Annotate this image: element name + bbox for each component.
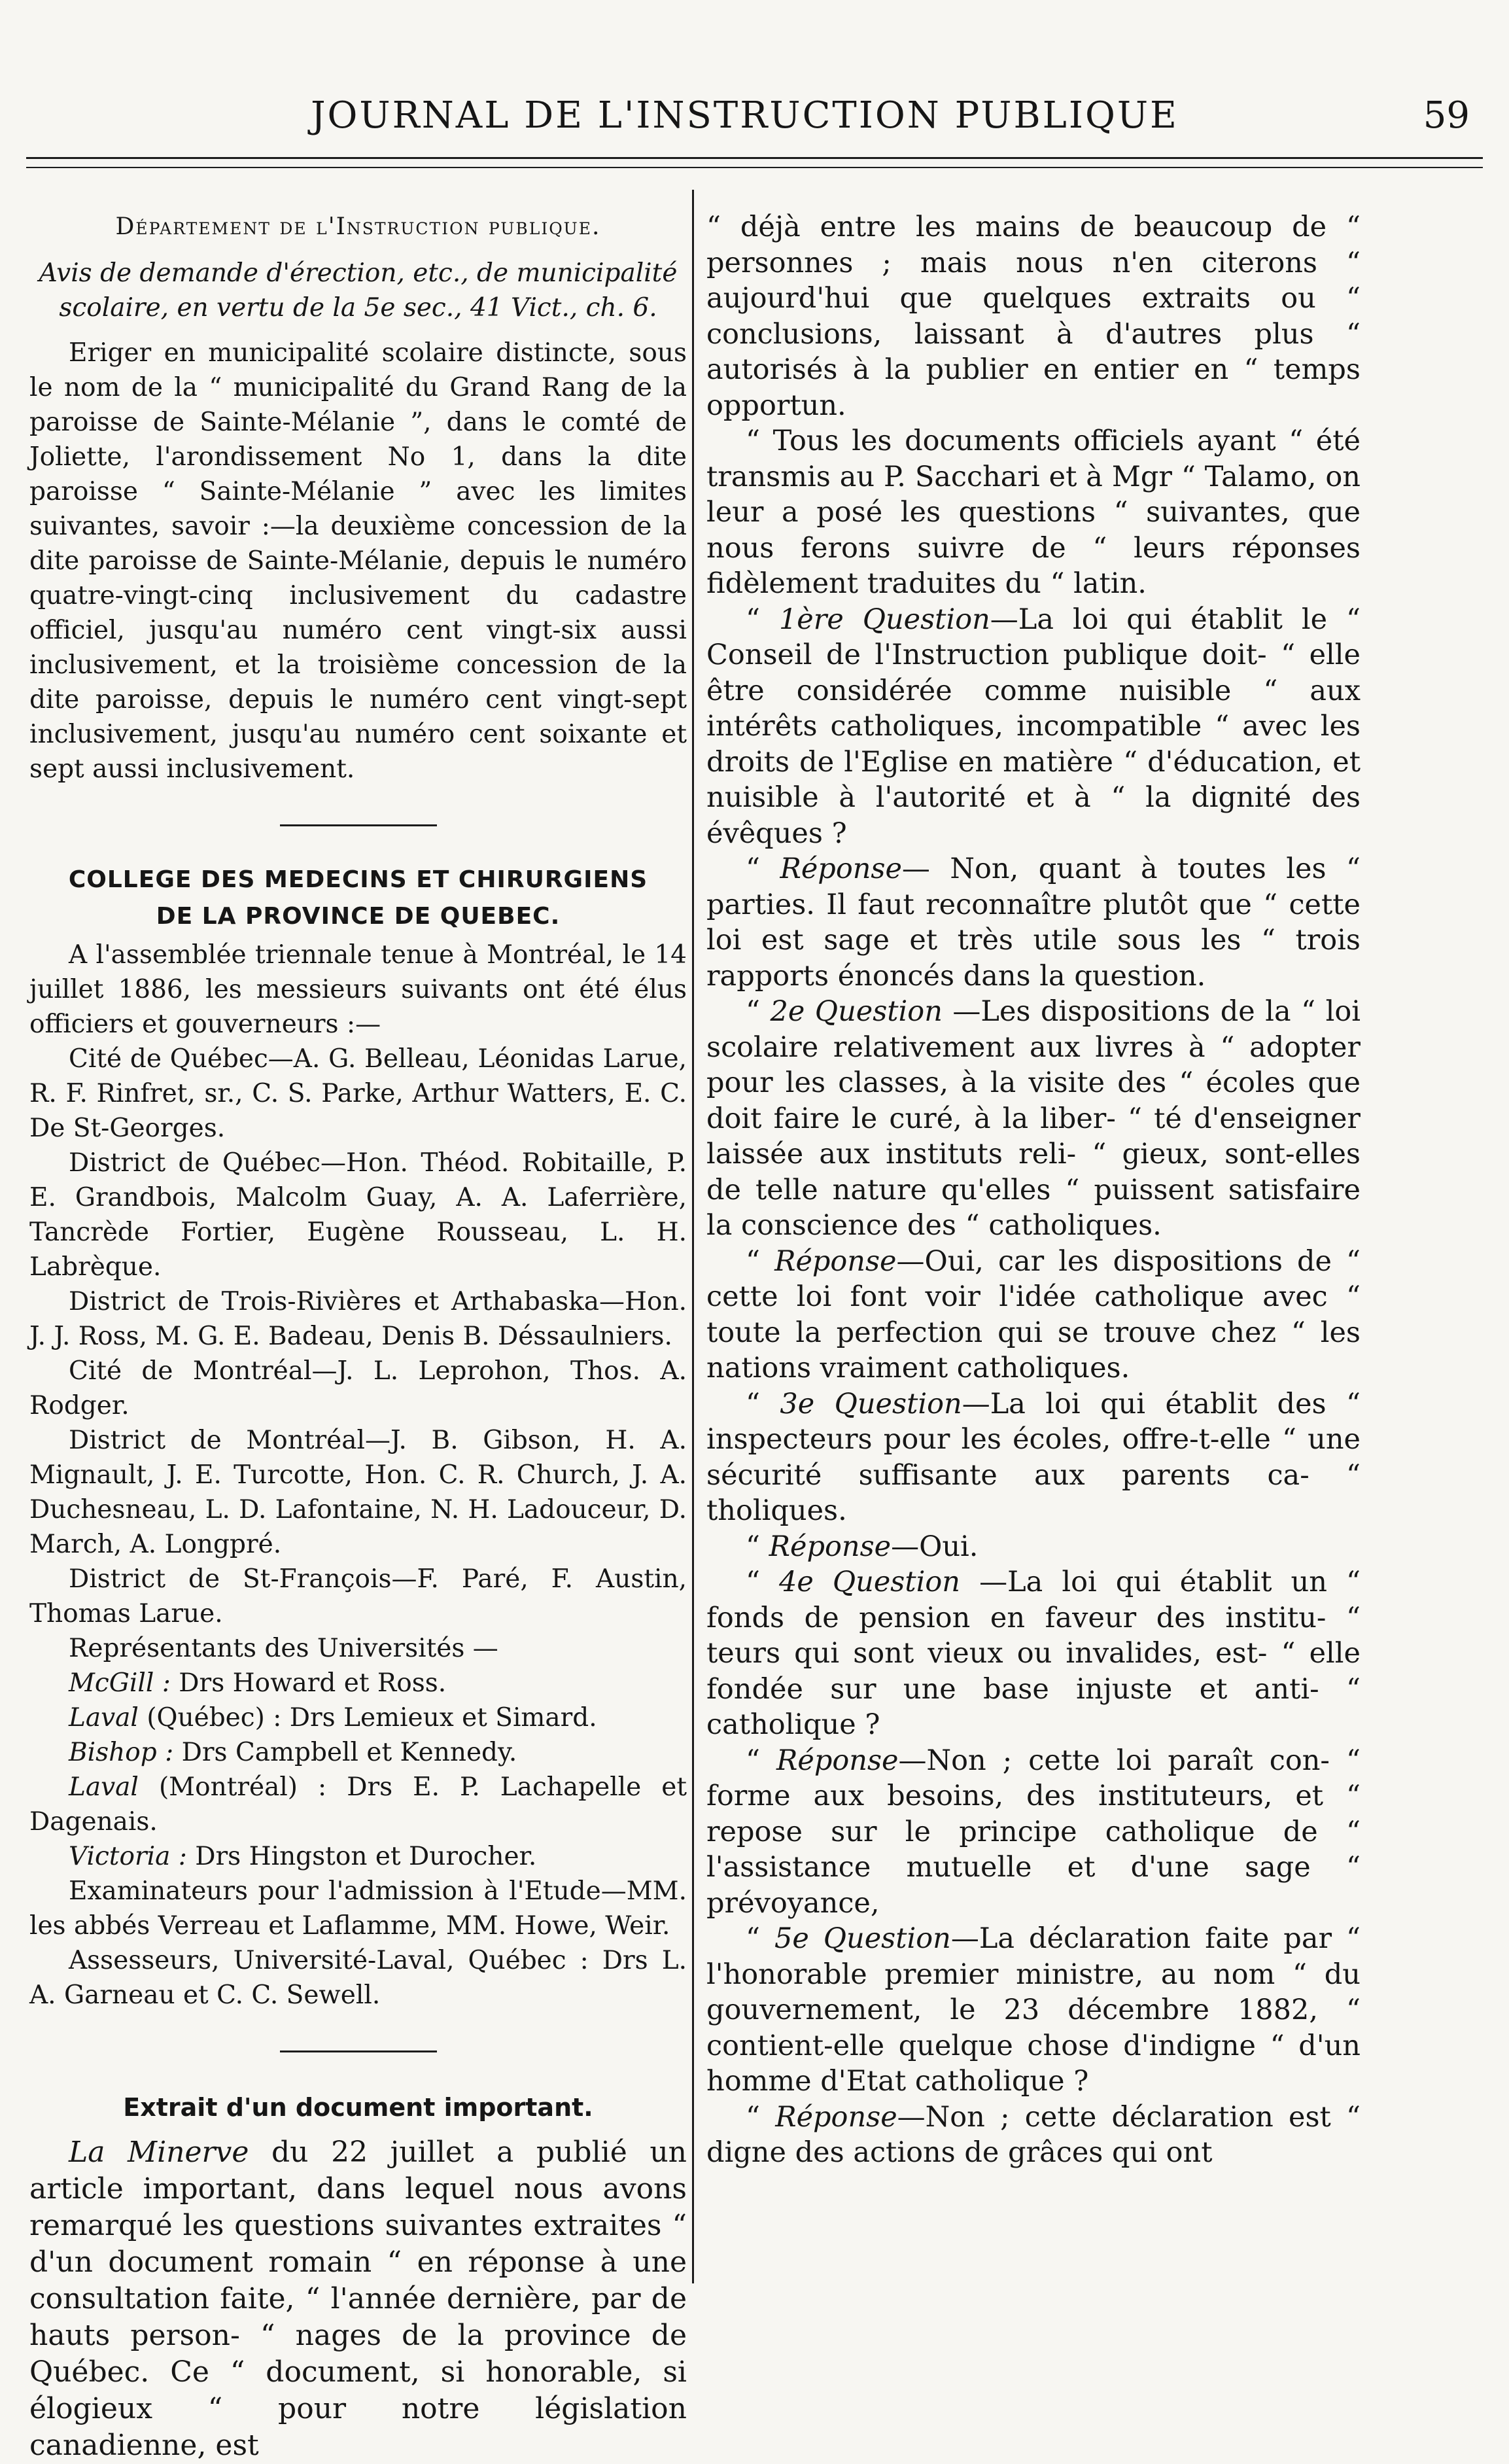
- university-reps: Drs Hingston et Durocher.: [186, 1842, 537, 1871]
- question-4: “ 4e Question —La loi qui établit un “ fonds de pension en faveur des institu- “ teurs qui sont vieux ou invalides, est- “ elle fondée sur une base injuste et anti- “ catholique ?: [706, 1566, 1361, 1741]
- newspaper-name: La Minerve: [69, 2136, 249, 2169]
- officers-district-st-francois: District de St-François—F. Paré, F. Austin, Thomas Larue.: [29, 1564, 687, 1628]
- response-text: —Oui, car les dispositions de “ cette loi font voir l'idée catholique avec “ toute la perfection qui se trouve chez “ les nations vraiment catholiques.: [706, 1244, 1361, 1384]
- response-1: “ Réponse— Non, quant à toutes les “ parties. Il faut reconnaître plutôt que “ cette loi est sage et très utile sous les “ trois rapports énoncés dans la question.: [706, 853, 1361, 993]
- question-label: 4e Question: [779, 1566, 960, 1598]
- question-1: “ 1ère Question—La loi qui établit le “ Conseil de l'Instruction publique doit- “ elle être considérée comme nuisible “ aux intérêts catholiques, incompatible “ avec les droits de l'Eglise en matière “ d'éducation, et nuisible à l'autorité et à “ la dignité des évêques ?: [706, 603, 1361, 850]
- examinateurs: Examinateurs pour l'admission à l'Etude—MM. les abbés Verreau et Laflamme, MM. Howe, Weir.: [29, 1876, 687, 1941]
- officers-district-montreal: District de Montréal—J. B. Gibson, H. A. Mignault, J. E. Turcotte, Hon. C. R. Church, J. A. Duchesneau, L. D. Lafontaine, N. H. Ladouceur, D. March, A. Longpré.: [29, 1426, 687, 1559]
- officers-district-trois-rivieres: District de Trois-Rivières et Arthabaska—Hon. J. J. Ross, M. G. E. Badeau, Denis B. Déssaulniers.: [29, 1287, 687, 1351]
- response-text: —Non ; cette déclaration est “ digne des actions de grâces qui ont: [706, 2100, 1361, 2169]
- response-text: — Non, quant à toutes les “ parties. Il faut reconnaître plutôt que “ cette loi est sage et très utile sous les “ trois rapports énoncés dans la question.: [706, 853, 1361, 993]
- response-label: Réponse: [776, 1744, 899, 1777]
- page-number: 59: [1423, 94, 1470, 137]
- university-laval-montreal: [29, 1770, 687, 1839]
- question-label: 3e Question: [780, 1387, 962, 1420]
- question-text: —Les dispositions de la “ loi scolaire relativement aux livres à “ adopter pour les classes, à la visite des “ écoles que doit faire le curé, à la liber- “ té d'enseigner laissée aux instituts reli- “ gieux, sont-elles de telle nature qu'elles “ puissent satisfaire la conscience des “ catholiques.: [706, 995, 1361, 1242]
- notice-title: Avis de demande d'érection, etc., de municipalité scolaire, en vertu de la 5e sec., 41 Vict., ch. 6.: [39, 258, 678, 323]
- left-column: [29, 209, 687, 2464]
- response-label: Réponse: [769, 1530, 892, 1563]
- section-divider: [280, 2050, 437, 2052]
- university-reps: Drs Howard et Ross.: [170, 1668, 447, 1698]
- question-label: 2e Question: [770, 995, 943, 1028]
- college-heading-line-2: DE LA PROVINCE DE QUEBEC.: [156, 903, 561, 930]
- question-label: 1ère Question: [778, 603, 990, 636]
- quote-paragraph-2: “ Tous les documents officiels ayant “ été transmis au P. Sacchari et à Mgr “ Talamo, on leur a posé les questions “ suivantes, que nous ferons suivre de “ leurs réponses fidèlement traduites du “ latin.: [706, 425, 1361, 600]
- university-reps: Drs Campbell et Kennedy.: [173, 1738, 517, 1767]
- university-name: McGill :: [69, 1668, 171, 1698]
- extract-heading: Extrait d'un document important.: [123, 2093, 593, 2122]
- university-laval-quebec: [29, 1700, 687, 1735]
- college-heading-line-1: COLLEGE DES MEDECINS ET CHIRURGIENS: [68, 866, 648, 893]
- column-divider: [692, 190, 694, 2283]
- question-2: “ 2e Question —Les dispositions de la “ loi scolaire relativement aux livres à “ adopter pour les classes, à la visite des “ écoles que doit faire le curé, à la liber- “ té d'enseigner laissée aux instituts reli- “ gieux, sont-elles de telle nature qu'elles “ puissent satisfaire la conscience des “ catholiques.: [706, 995, 1361, 1242]
- assembly-intro: A l'assemblée triennale tenue à Montréal, le 14 juillet 1886, les messieurs suivants ont été élus officiers et gouverneurs :—: [29, 940, 687, 1039]
- question-label: 5e Question: [774, 1922, 951, 1955]
- officers-cite-montreal: Cité de Montréal—J. L. Leprohon, Thos. A. Rodger.: [29, 1356, 687, 1420]
- question-text: —La loi qui établit un “ fonds de pension en faveur des institu- “ teurs qui sont vieux ou invalides, est- “ elle fondée sur une base injuste et anti- “ catholique ?: [706, 1566, 1361, 1741]
- university-bishop: [29, 1735, 687, 1770]
- university-reps: (Montréal) : Drs E. P. Lachapelle et Dagenais.: [29, 1772, 687, 1837]
- university-name: Laval: [69, 1703, 139, 1733]
- university-mcgill: [29, 1666, 687, 1700]
- response-4: “ Réponse—Non ; cette loi paraît con- “ forme aux besoins, des instituteurs, et “ repose sur le principe catholique de “ l'assistance mutuelle et d'une sage “ prévoyance,: [706, 1744, 1361, 1920]
- section-divider: [280, 824, 437, 826]
- question-5: “ 5e Question—La déclaration faite par “ l'honorable premier ministre, au nom “ du gouvernement, le 23 décembre 1882, “ contient-elle quelque chose d'indigne “ d'un homme d'Etat catholique ?: [706, 1922, 1361, 2098]
- question-text: —La loi qui établit le “ Conseil de l'Instruction publique doit- “ elle être considérée comme nuisible “ aux intérêts catholiques, incompatible “ avec les droits de l'Eglise en matière “ d'éducation, et nuisible à l'autorité et à “ la dignité des évêques ?: [706, 603, 1361, 850]
- right-column: [706, 209, 1361, 2171]
- quote-paragraph-1: “ déjà entre les mains de beaucoup de “ personnes ; mais nous n'en citerons “ aujourd'hui que quelques extraits ou “ conclusions, laissant à d'autres plus “ autorisés à la publier en entier en “ temps opportun.: [706, 211, 1361, 422]
- response-3: “ Réponse—Oui.: [746, 1530, 979, 1563]
- university-victoria: [29, 1839, 687, 1874]
- officers-cite-quebec: Cité de Québec—A. G. Belleau, Léonidas Larue, R. F. Rinfret, sr., C. S. Parke, Arthur Watters, E. C. De St-Georges.: [29, 1044, 687, 1143]
- running-header: [26, 79, 1483, 137]
- header-rule: [26, 157, 1483, 159]
- officers-district-quebec: District de Québec—Hon. Théod. Robitaille, P. E. Grandbois, Malcolm Guay, A. A. Laferrière, Tancrède Fortier, Eugène Rousseau, L. H. Labrèque.: [29, 1148, 687, 1282]
- journal-title: JOURNAL DE L'INSTRUCTION PUBLIQUE: [311, 94, 1179, 137]
- university-name: Victoria :: [69, 1842, 187, 1871]
- erection-paragraph: Eriger en municipalité scolaire distincte, sous le nom de la “ municipalité du Grand Rang de la paroisse de Sainte-Mélanie ”, dans le comté de Joliette, l'arondissement No 1, dans la dite paroisse “ Sainte-Mélanie ” avec les limites suivantes, savoir :—la deuxième concession de la dite paroisse de Sainte-Mélanie, depuis le numéro quatre-vingt-cinq inclusivement du cadastre officiel, jusqu'au numéro cent vingt-six aussi inclusivement, et la troisième concession de la dite paroisse, depuis le numéro cent vingt-sept inclusivement, jusqu'au numéro cent soixante et sept aussi inclusivement.: [29, 338, 687, 784]
- response-label: Réponse: [775, 2100, 897, 2134]
- universities-intro: Représentants des Universités —: [69, 1634, 498, 1663]
- response-text: —Non ; cette loi paraît con- “ forme aux besoins, des instituteurs, et “ repose sur le principe catholique de “ l'assistance mutuelle et d'une sage “ prévoyance,: [706, 1744, 1361, 1920]
- question-text: —La déclaration faite par “ l'honorable premier ministre, au nom “ du gouvernement, le 23 décembre 1882, “ contient-elle quelque chose d'indigne “ d'un homme d'Etat catholique ?: [706, 1922, 1361, 2098]
- response-5: “ Réponse—Non ; cette déclaration est “ digne des actions de grâces qui ont: [706, 2100, 1361, 2169]
- question-text: —La loi qui établit des “ inspecteurs pour les écoles, offre-t-elle “ une sécurité suffisante aux parents ca- “ tholiques.: [706, 1387, 1361, 1527]
- question-3: “ 3e Question—La loi qui établit des “ inspecteurs pour les écoles, offre-t-elle “ une sécurité suffisante aux parents ca- “ tholiques.: [706, 1387, 1361, 1527]
- university-reps: (Québec) : Drs Lemieux et Simard.: [138, 1703, 597, 1733]
- response-label: Réponse: [774, 1244, 897, 1278]
- assesseurs: Assesseurs, Université-Laval, Québec : Drs L. A. Garneau et C. C. Sewell.: [29, 1946, 687, 2010]
- response-label: Réponse: [780, 853, 902, 885]
- response-2: “ Réponse—Oui, car les dispositions de “ cette loi font voir l'idée catholique avec “ toute la perfection qui se trouve chez “ les nations vraiment catholiques.: [706, 1244, 1361, 1384]
- minerve-text: du 22 juillet a publié un article important, dans lequel nous avons remarqué les questions suivantes extraites “ d'un document romain “ en réponse à une consultation faite, “ l'année dernière, par de hauts person- “ nages de la province de Québec. Ce “ document, si honorable, si élogieux “ pour notre législation canadienne, est: [29, 2136, 687, 2462]
- university-name: Bishop :: [69, 1738, 174, 1767]
- response-text: —Oui.: [891, 1530, 979, 1563]
- department-title: Département de l'Instruction publique.: [115, 213, 601, 240]
- university-name: Laval: [69, 1772, 139, 1802]
- header-rule-secondary: [26, 167, 1483, 168]
- minerve-paragraph: [29, 2134, 687, 2464]
